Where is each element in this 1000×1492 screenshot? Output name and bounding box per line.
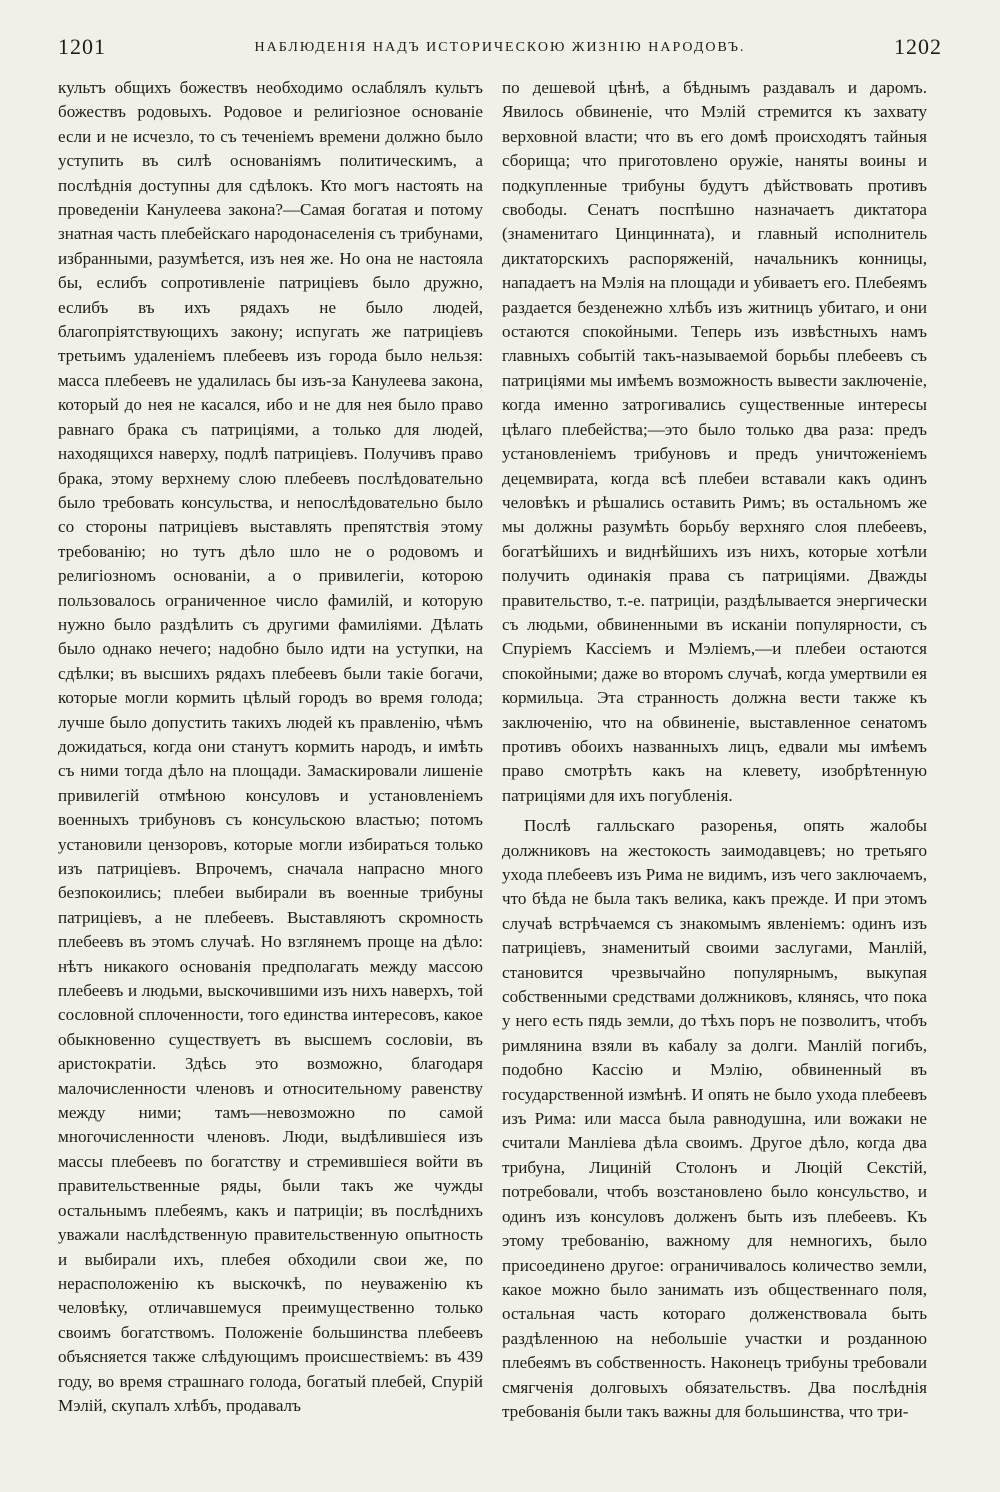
left-paragraph: культъ общихъ божествъ необходимо ослаблялъ культъ божествъ родовыхъ. Родовое и религіозное основаніе если и не исчезло, то съ теченіемъ времени должно было уступить въ силѣ основаніямъ политическимъ, а послѣднія доступны для сдѣлокъ. Кто могъ настоять на проведеніи Канулеева закона?—Самая богатая и потому знатная часть плебейскаго народонаселенія съ трибунами, избранными, разумѣется, изъ нея же. Но она не настояла бы, еслибъ сопротивленіе патриціевъ было дружно, еслибъ въ ихъ рядахъ не было людей, благопріятствующихъ закону; испугать же патриціевъ третьимъ удаленіемъ плебеевъ изъ города было нельзя: масса плебеевъ не удалилась бы изъ-за Канулеева закона, который до нея не касался, ибо и не для нея было право равнаго брака съ патриціями, а только для людей, находящихся наверху, подлѣ патриціевъ. Получивъ право брака, этому верхнему слою плебеевъ послѣдовательно было требовать консульства, и непослѣдовательно было со стороны патриціевъ выставлять препятствія этому требованію; но тутъ дѣло шло не о родовомъ и религіозномъ основаніи, а о привилегіи, которою пользовалось ограниченное число фамилій, и которую нужно было раздѣлить съ другими фамиліями. Дѣлать было однако нечего; надобно было идти на уступки, на сдѣлки; въ высшихъ рядахъ плебеевъ были такіе богачи, которые могли кормить цѣлый городъ во время голода; лучше было допустить такихъ людей къ правленію, чѣмъ дожидаться, когда они станутъ кормить народъ, и имѣть съ ними тогда дѣло на площади. Замаскировали лишеніе привилегій отмѣною консуловъ и установленіемъ военныхъ трибуновъ съ консульскою властью; потомъ установили цензоровъ, которые могли избираться только изъ патриціевъ. Впрочемъ, сначала напрасно много безпокоились; плебеи выбирали въ военные трибуны патриціевъ, а не плебеевъ. Выставляютъ скромность плебеевъ въ этомъ случаѣ. Но взглянемъ проще на дѣло: нѣтъ никакого основанія предполагать между массою плебеевъ и людьми, выскочившими изъ нихъ наверхъ, той сословной сплоченности, того единства интересовъ, какое обыкновенно существуетъ въ высшемъ сословіи, въ аристократіи. Здѣсь это возможно, благодаря малочисленности членовъ и относительному равенству между ними; тамъ—невозможно по самой многочисленности членовъ. Люди, выдѣлившіеся изъ массы плебеевъ по богатству и стремившіеся войти въ правительственные ряды, были такъ же чужды остальнымъ плебеямъ, какъ и патриціи; въ послѣднихъ уважали наслѣдственную правительственную опытность и выбирали ихъ, плебея обходили свои же, по нерасположенію къ выскочкѣ, по неуваженію къ человѣку, отличавшемуся преимущественно только своимъ богатствомъ. Положеніе большинства плебеевъ объясняется также слѣдующимъ происшествіемъ: въ 439 году, во время страшнаго голода, богатый плебей, Спурій Мэлій, скупалъ хлѣбъ, продавалъ (58, 78, 483, 1415)
page-number-right: 1202 (894, 34, 942, 59)
right-column (502, 76, 927, 1424)
right-paragraph-2: Послѣ галльскаго разоренья, опять жалобы должниковъ на жестокость заимодавцевъ; но третьяго ухода плебеевъ изъ Рима не видимъ, изъ чего заключаемъ, что бѣда не была такъ велика, какъ прежде. И при этомъ случаѣ встрѣчаемся съ знакомымъ явленіемъ: одинъ изъ патриціевъ, знаменитый своими заслугами, Манлій, становится чрезвычайно популярнымъ, выкупая собственными средствами должниковъ, клянясь, что пока у него есть пядь земли, до тѣхъ поръ не позволитъ, чтобъ римлянина взяли въ кабалу за долги. Манлій погибъ, подобно Кассію и Мэлію, обвиненный въ государственной измѣнѣ. И опять не было ухода плебеевъ изъ Рима: или масса была равнодушна, или вожаки не считали Манліева дѣла своимъ. Другое дѣло, когда два трибуна, Лициній Столонъ и Люцій Секстій, потребовали, чтобъ возстановлено было консульство, и одинъ изъ консуловъ долженъ быть изъ плебеевъ. Къ этому требованію, важному для немногихъ, было присоединено другое: ограничивалось количество земли, какое можно было занимать изъ общественнаго поля, остальная часть котораго долженствовала быть раздѣленною на небольшіе участки и розданною плебеямъ въ собственность. Наконецъ трибуны требовали смягченія долговыхъ обязательствъ. Два послѣднія требованія были такъ важны для большинства, что три- (502, 816, 927, 1421)
left-column (58, 76, 483, 1418)
page-header (58, 34, 942, 66)
page-number-left: 1201 (58, 34, 106, 59)
running-title: НАБЛЮДЕНІЯ НАДЪ ИСТОРИЧЕСКОЮ ЖИЗНІЮ НАРОДОВЪ. (254, 40, 746, 55)
right-paragraph-1: по дешевой цѣнѣ, а бѣднымъ раздавалъ и даромъ. Явилось обвиненіе, что Мэлій стремится къ захвату верховной власти; что въ его домѣ происходятъ тайныя сборища; что приготовлено оружіе, наняты воины и подкупленные трибуны будутъ дѣйствовать противъ свободы. Сенатъ поспѣшно назначаетъ диктатора (знаменитаго Цинцинната), и главный исполнитель диктаторскихъ распоряженій, начальникъ конницы, нападаетъ на Мэлія на площади и убиваетъ его. Плебеямъ раздается безденежно хлѣбъ изъ житницъ убитаго, и они остаются спокойными. Теперь изъ извѣстныхъ намъ главныхъ событій такъ-называемой борьбы плебеевъ съ патриціями мы имѣемъ возможность вывести заключеніе, когда именно затрогивались существенные интересы цѣлаго плебейства;—это было только два раза: предъ установленіемъ трибуновъ и предъ уничтоженіемъ децемвирата, когда всѣ плебеи вставали какъ одинъ человѣкъ и рѣшались оставить Римъ; въ остальномъ же мы должны разумѣть борьбу верхняго слоя плебеевъ, богатѣйшихъ и виднѣйшихъ изъ нихъ, которые хотѣли получить одинакія права съ патриціями. Дважды правительство, т.-е. патриціи, раздѣлывается энергически съ людьми, обвиненными въ исканіи популярности, съ Спуріемъ Кассіемъ и Мэліемъ,—и плебеи остаются спокойными; даже во второмъ случаѣ, когда умертвили ея кормильца. Эта странность должна вести также къ заключенію, что на обвиненіе, выставленное сенатомъ противъ обоихъ названныхъ лицъ, едвали мы имѣемъ право смотрѣть какъ на клевету, изобрѣтенную патриціями для ихъ погубленія. (502, 78, 927, 805)
